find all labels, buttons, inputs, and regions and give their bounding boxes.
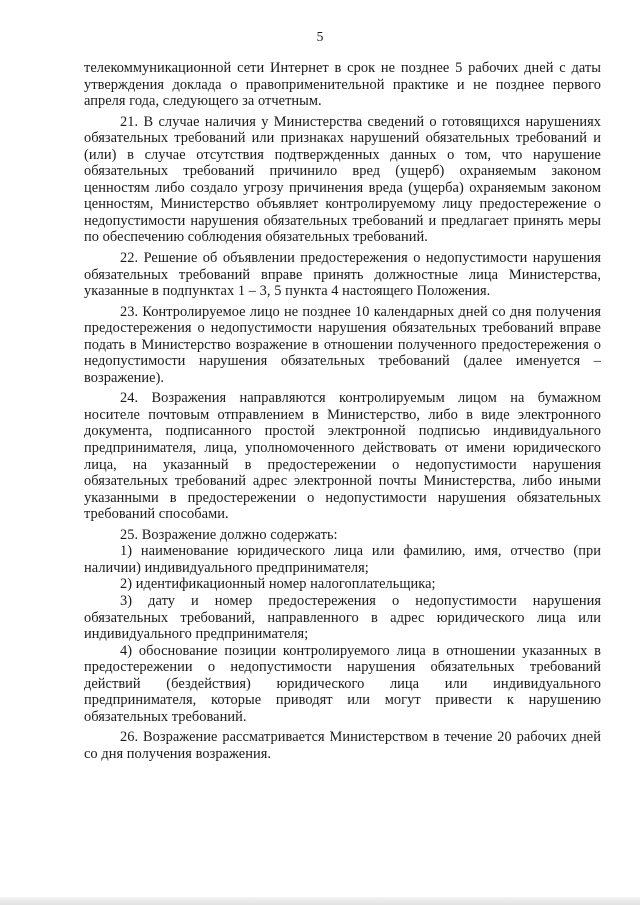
paragraph-25-item-4: 4) обоснование позиции контролируемого лица в отношении указанных в предостережении о недопустимости нарушения обязательных требований действий (бездействия) юридического лица или индивидуального предпринимателя, которые приводят или могут привести к нарушению обязательных требований. <box>84 642 601 725</box>
document-body <box>84 60 601 762</box>
paragraph-continuation: телекоммуникационной сети Интернет в срок не позднее 5 рабочих дней с даты утверждения доклада о правоприменительной практике и не позднее первого апреля года, следующего за отчетным. <box>84 60 601 110</box>
page-number: 5 <box>316 29 324 44</box>
paragraph-23: 23. Контролируемое лицо не позднее 10 календарных дней со дня получения предостережения о недопустимости нарушения обязательных требований вправе подать в Министерство возражение в отношении полученного предостережения о недопустимости нарушения обязательных требований (далее именуется – возражение). <box>84 303 601 386</box>
paragraph-25-item-3: 3) дату и номер предостережения о недопустимости нарушения обязательных требований, направленного в адрес юридического лица или индивидуального предпринимателя; <box>84 592 601 643</box>
paragraph-24: 24. Возражения направляются контролируемым лицом на бумажном носителе почтовым отправлением в Министерство, либо в виде электронного документа, подписанного простой электронной подписью индивидуального предпринимателя, лица, уполномоченного действовать от имени юридического лица, на указанный в предостережении о недопустимости нарушения обязательных требований адрес электронной почты Министерства, либо иными указанными в предостережении о недопустимости нарушения обязательных требований способами. <box>84 390 601 523</box>
paragraph-25: 25. Возражение должно содержать: <box>120 526 338 543</box>
paragraph-22: 22. Решение об объявлении предостережения о недопустимости нарушения обязательных требований вправе принять должностные лица Министерства, указанные в подпунктах 1 – 3, 5 пункта 4 настоящего Положения. <box>84 250 601 300</box>
paragraph-26: 26. Возражение рассматривается Министерством в течение 20 рабочих дней со дня получения возражения. <box>84 729 601 762</box>
paragraph-21: 21. В случае наличия у Министерства сведений о готовящихся нарушениях обязательных требований или признаках нарушений обязательных требований и (или) в случае отсутствия подтвержденных данных о том, что нарушение обязательных требований причинило вред (ущерб) охраняемым законом ценностям либо создало угрозу причинения вреда (ущерба) охраняемым законом ценностям, Министерство объявляет контролируемому лицу предостережение о недопустимости нарушения обязательных требований и предлагает принять меры по обеспечению соблюдения обязательных требований. <box>84 113 601 246</box>
paragraph-25-item-1: 1) наименование юридического лица или фамилию, имя, отчество (при наличии) индивидуального предпринимателя; <box>84 543 601 576</box>
paragraph-25-item-2: 2) идентификационный номер налогоплательщика; <box>120 576 436 593</box>
scan-bottom-edge <box>0 897 640 905</box>
